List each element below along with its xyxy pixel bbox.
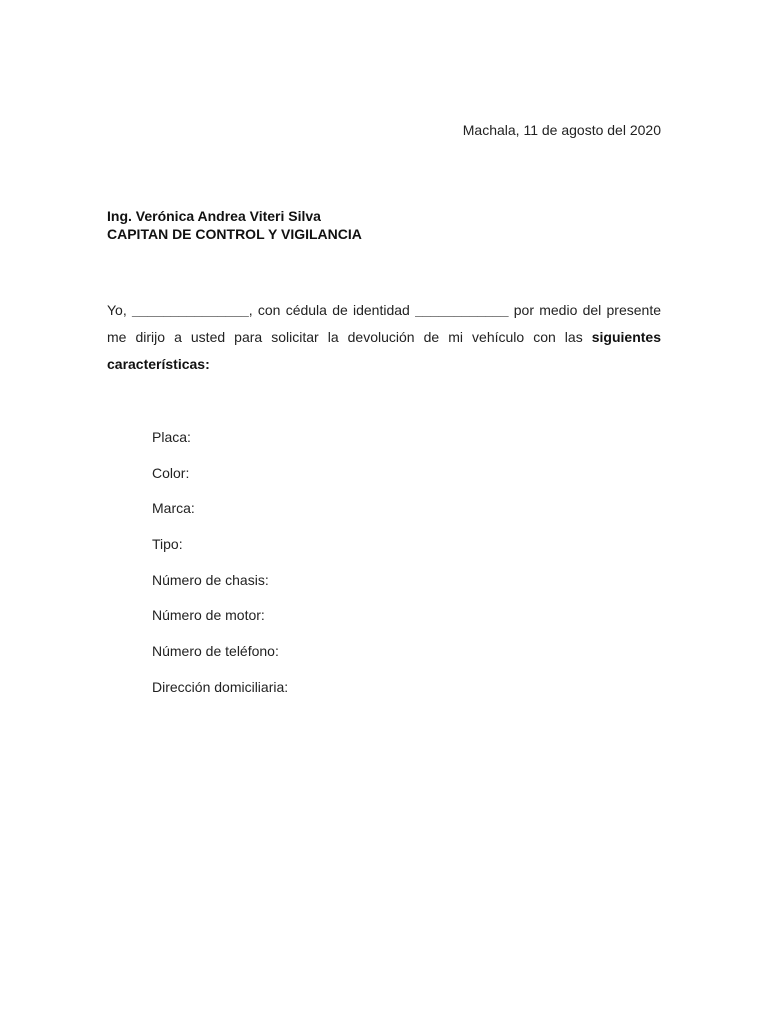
field-motor: Número de motor: bbox=[152, 607, 265, 624]
letter-date: Machala, 11 de agosto del 2020 bbox=[462, 122, 661, 138]
recipient-block bbox=[107, 207, 362, 243]
field-chasis: Número de chasis: bbox=[152, 571, 269, 588]
body-paragraph bbox=[107, 297, 661, 378]
field-telefono: Número de teléfono: bbox=[152, 643, 279, 660]
field-placa: Placa: bbox=[152, 429, 191, 445]
field-color: Color: bbox=[152, 464, 190, 481]
recipient-position: CAPITAN DE CONTROL Y VIGILANCIA bbox=[107, 226, 362, 242]
field-marca: Marca: bbox=[152, 500, 195, 517]
body-intro: Yo, bbox=[107, 302, 132, 318]
id-blank: ____________ bbox=[415, 302, 509, 318]
body-bold-tail: siguientes características: bbox=[107, 329, 661, 372]
field-tipo: Tipo: bbox=[152, 536, 183, 553]
field-direccion: Dirección domiciliaria: bbox=[152, 678, 289, 695]
body-middle: por medio del presente me dirijo a usted para solicitar la devolución de mi vehículo con las bbox=[107, 302, 661, 345]
name-blank: _______________ bbox=[131, 302, 249, 318]
recipient-name: Ing. Verónica Andrea Viteri Silva bbox=[107, 208, 321, 224]
vehicle-fields-list bbox=[152, 428, 288, 714]
body-after-name: , con cédula de identidad bbox=[248, 302, 416, 318]
